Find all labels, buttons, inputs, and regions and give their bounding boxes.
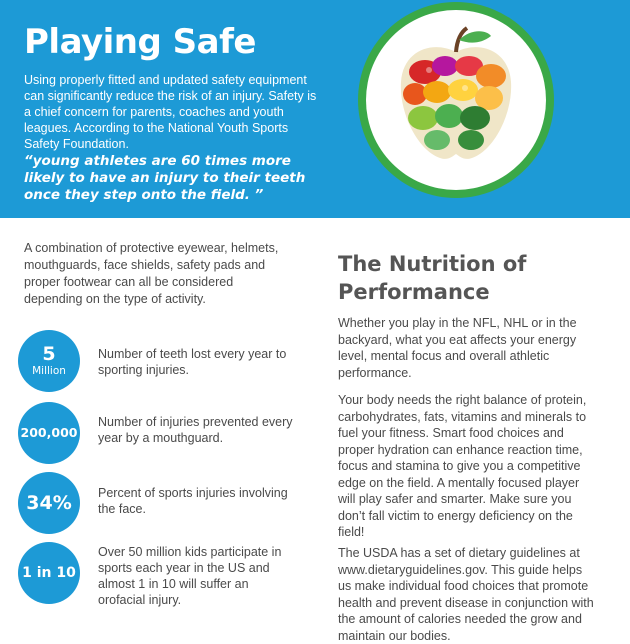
stat-injuries-prevented [18, 402, 318, 466]
stat-description: Percent of sports injuries involving the face. [98, 486, 288, 516]
intro-paragraph: A combination of protective eyewear, helmets, mouthguards, face shields, safety pads and proper footwear can all be considered depending on the type of activity. [24, 241, 279, 306]
nutrition-paragraph: Whether you play in the NFL, NHL or in the backyard, what you eat affects your energy level, mental focus and overall athletic performance. [338, 316, 577, 380]
nutrition-paragraph: Your body needs the right balance of protein, carbohydrates, fats, vitamins and minerals to fuel your fitness. Smart food choices and proper hydration can enhance reaction time, focus and stamina to give you a competitive edge on the field. A mentally focused player will play safer and smarter. Make sure you don’t fall victim to energy deficiency on the field! [338, 393, 587, 539]
stat-circle [18, 542, 80, 604]
stat-teeth-lost [18, 330, 318, 394]
stat-value: 1 in 10 [22, 565, 76, 581]
stat-value: 34% [26, 492, 72, 514]
stat-circle [18, 402, 80, 464]
fruit-apple-plate-image [345, 0, 567, 222]
stat-face-injuries [18, 472, 318, 536]
stat-circle [18, 330, 80, 392]
stat-description: Number of teeth lost every year to sporting injuries. [98, 347, 287, 377]
stat-unit: Million [32, 364, 66, 377]
stat-circle [18, 472, 80, 534]
nutrition-paragraph: The USDA has a set of dietary guidelines at www.dietaryguidelines.gov. This guide helps us make individual food choices that promote health and prevent disease in conjunction with the amount of calories needed the grow and maintain our bodies. [338, 546, 594, 643]
stat-value: 200,000 [20, 425, 78, 440]
stat-value: 5 [42, 342, 56, 365]
nutrition-title: The Nutrition of Performance [338, 252, 527, 304]
stat-description: Over 50 million kids participate in sports each year in the US and almost 1 in 10 will suffer an orofacial injury. [98, 545, 282, 607]
stat-description: Number of injuries prevented every year by a mouthguard. [98, 415, 293, 445]
banner-quote: “young athletes are 60 times more likely to have an injury to their teeth once they step onto the field. ” [24, 153, 306, 203]
banner-title: Playing Safe [24, 22, 256, 62]
stat-orofacial-injury [18, 542, 318, 606]
banner-body-text: Using properly fitted and updated safety equipment can significantly reduce the risk of an injury. Safety is a chief concern for parents, coaches and youth leagues. According to the National Youth Sports Safety Foundation. [24, 73, 317, 151]
